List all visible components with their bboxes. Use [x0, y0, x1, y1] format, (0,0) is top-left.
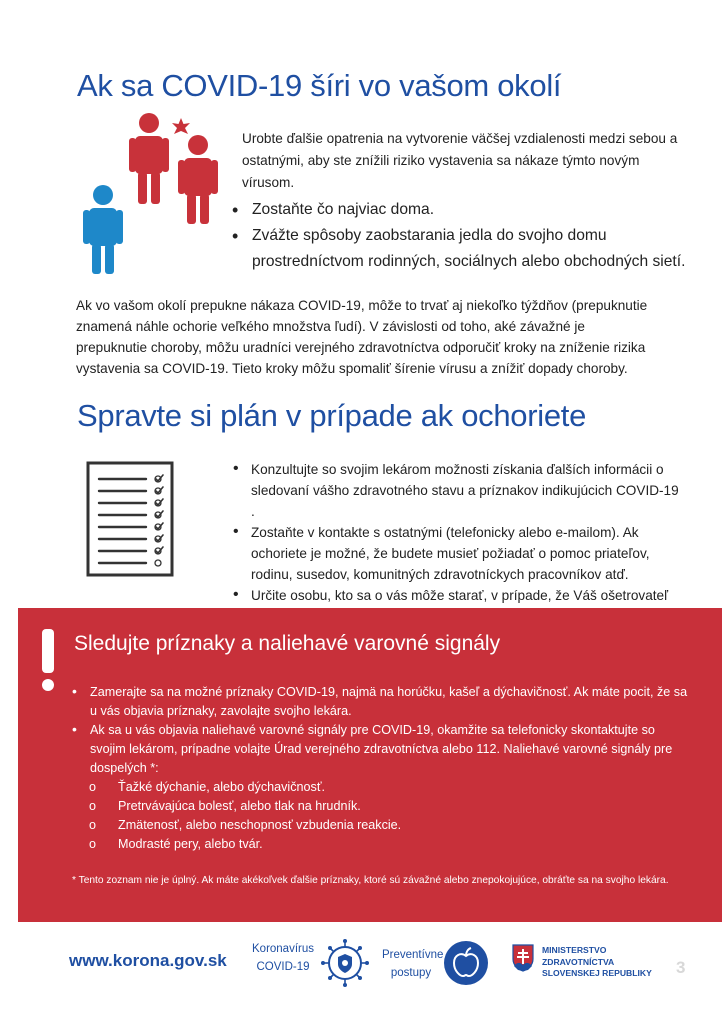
list-item: • Zamerajte sa na možné príznaky COVID-19, najmä na horúčku, kašeľ a dýchavičnosť. Ak máte pocit, že sa u vás objavia príznaky, zavolajte svojho lekára.	[72, 683, 694, 721]
preventive-logo	[382, 938, 494, 988]
warning-content	[72, 683, 694, 854]
checklist-illustration	[86, 461, 176, 579]
footer-website-link[interactable]: www.korona.gov.sk	[69, 951, 227, 970]
section1-paragraph: Ak vo vašom okolí prepukne nákaza COVID-19, môže to trvať aj niekoľko týždňov (prepuknutie znamená náhle ochorie veľkého množstva ľudí). V závislosti od toho, aké závažné je prepuknutie choroby, môžu uradníci verejného zdravotníctva odporučiť kroky na zníženie rizika vystavenia sa COVID-19. Tieto kroky môžu spomaliť šírenie vírusu a znížiť dopady choroby.	[76, 298, 648, 376]
list-item: • Určite osobu, kto sa o vás môže starať, v prípade, že Váš ošetrovateľ	[233, 585, 683, 627]
section1-bullet-list	[232, 197, 702, 275]
warning-signal-list	[89, 778, 694, 854]
ministry-line2: ZDRAVOTNÍCTVA	[542, 957, 615, 967]
page-number: 3	[676, 958, 686, 977]
preventive-logo-line1: Preventívne	[382, 949, 444, 961]
preventive-logo-line2: postupy	[390, 967, 432, 979]
list-item: • Zvážte spôsoby zaobstarania jedla do svojho domu prostredníctvom rodinných, sociálnych alebo obchodných sietí.	[232, 223, 702, 275]
warning-title: Sledujte príznaky a naliehavé varovné signály	[74, 632, 501, 655]
exclamation-icon	[40, 629, 56, 693]
checklist-icon	[86, 461, 176, 579]
coronavirus-logo-line1: Koronavírus	[252, 943, 315, 955]
section-title-plan: Spravte si plán v prípade ak ochoriete	[77, 398, 587, 433]
list-item: o Pretrvávajúca bolesť, alebo tlak na hrudník.	[89, 797, 694, 816]
ministry-line1: MINISTERSTVO	[542, 945, 607, 955]
virus-shield-icon	[320, 938, 370, 988]
ministry-logo	[512, 944, 657, 984]
section-title-spread: Ak sa COVID-19 šíri vo vašom okolí	[77, 68, 562, 103]
list-item: • Ak sa u vás objavia naliehavé varovné signály pre COVID-19, okamžite sa telefonicky skontaktujte so svojim lekárom, prípadne volajte Úrad verejného zdravotníctva alebo 112. Naliehavé varovné signály pre dospelých *:	[72, 721, 694, 778]
coronavirus-logo	[252, 938, 372, 988]
warning-footnote: * Tento zoznam nie je úplný. Ak máte akékoľvek ďalšie príznaky, ktoré sú závažné alebo znepokojujúce, obráťte sa na svojho lekára.	[72, 875, 669, 886]
ministry-line3: SLOVENSKEJ REPUBLIKY	[542, 968, 652, 978]
warning-bullet-list	[72, 683, 694, 778]
list-item: • Zostaňte v kontakte s ostatnými (telefonicky alebo e-mailom). Ak ochoriete je možné, že budete musieť požiadať o pomoc priateľov, rodinu, susedov, komunitných zdravotníckych pracovníkov atď.	[233, 522, 683, 585]
list-item: • Konzultujte so svojim lekárom možnosti získania ďalších informácii o sledovaní vášho zdravotného stavu a príznakov indikujúcich COVID-19 .	[233, 459, 683, 522]
list-item: o Zmätenosť, alebo neschopnosť vzbudenia reakcie.	[89, 816, 694, 835]
section1-intro: Urobte ďalšie opatrenia na vytvorenie väčšej vzdialenosti medzi sebou a ostatnými, aby ste znížili riziko vystavenia sa nákaze týmto novým vírusom.	[242, 131, 678, 190]
coat-of-arms-icon	[512, 944, 534, 972]
list-item: o Ťažké dýchanie, alebo dýchavičnosť.	[89, 778, 694, 797]
apple-icon	[442, 939, 490, 987]
people-illustration	[80, 108, 225, 278]
list-item: o Modrasté pery, alebo tvár.	[89, 835, 694, 854]
people-distance-icon	[80, 108, 225, 278]
list-item: • Zostaňte čo najviac doma.	[232, 197, 702, 223]
section2-bullet-list	[233, 459, 683, 627]
coronavirus-logo-line2: COVID-19	[256, 961, 310, 973]
